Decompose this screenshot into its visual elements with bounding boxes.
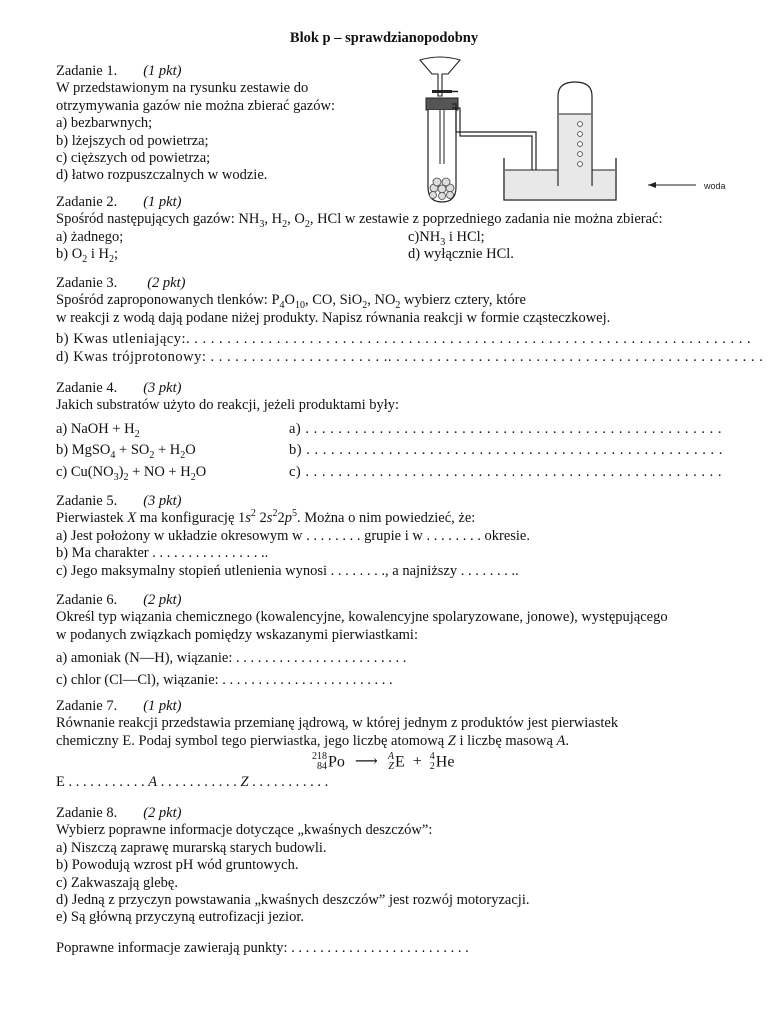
option-b: b) lżejszych od powietrza; [56, 132, 209, 149]
task-heading: Zadanie 4. [56, 380, 118, 396]
task-text: Równanie reakcji przedstawia przemianę jądrową, w której jednym z produktów jest pierwiastek [56, 715, 619, 732]
task-points: (3 pkt) [143, 380, 182, 396]
answer-b-line[interactable]: b) Kwas utleniający:. . . . . . . . . . . . . . . . . . . . . . . . . . . . . . . . . . . . . . . . . . . . . . . . . . . . . . . . . . . . . . . . . . . . . [56, 331, 752, 348]
option-e: e) Są główną przyczyną eutrofizacji jezior. [56, 909, 304, 926]
task-text: Pierwiastek X ma konfigurację $1s^2$ $2s^22p^5$. Można o nim powiedzieć, że: [56, 508, 476, 527]
answer-a-line[interactable]: a) . . . . . . . . . . . . . . . . . . . . . . . . . . . . . . . . . . . . . . . . . . . . . . . . . . . [289, 420, 723, 437]
task-text: Jakich substratów użyto do reakcji, jeżeli produktami były: [56, 397, 400, 414]
answer-c-line[interactable]: c) chlor (Cl—Cl), wiązanie: . . . . . . . . . . . . . . . . . . . . . . . . [56, 671, 393, 688]
task-text: chemiczny E. Podaj symbol tego pierwiastka, jego liczbę atomową Z i liczbę masową A. [56, 732, 570, 749]
option-b: b) $O_2$ i $H_2$; [56, 246, 118, 266]
task-3 [56, 275, 764, 366]
option-a: a) żadnego; [56, 228, 124, 245]
product-b: b) MgSO$_4$ + $SO_2 + H_2O$ [56, 442, 196, 462]
task-heading: Zadanie 8. [56, 805, 118, 821]
task-text: Określ typ wiązania chemicznego (kowalencyjne, kowalencyjne spolaryzowane, jonowe), występującego [56, 609, 668, 626]
task-text: otrzymywania gazów nie można zbierać gazów: [56, 97, 335, 114]
task-4 [56, 380, 726, 485]
option-a: a) bezbarwnych; [56, 115, 153, 132]
option-c: c) cięższych od powietrza; [56, 150, 211, 167]
task-points: (1 pkt) [143, 194, 182, 210]
option-d: d) Jedną z przyczyn powstawania „kwaśnych deszczów” jest rozwój motoryzacji. [56, 892, 530, 909]
answer-c-line[interactable]: c) . . . . . . . . . . . . . . . . . . . . . . . . . . . . . . . . . . . . . . . . . . . . . . . . . . . [289, 463, 723, 480]
option-a: a) Niszczą zaprawę murarską starych budowli. [56, 839, 327, 856]
task-text: Wybierz poprawne informacje dotyczące „kwaśnych deszczów”: [56, 822, 433, 839]
task-8-answer[interactable]: Poprawne informacje zawierają punkty: . . . . . . . . . . . . . . . . . . . . . . . . . [56, 940, 469, 956]
product-c: c) $Cu(NO_3)_2$ + NO + $H_2O$ [56, 463, 207, 483]
task-7-answer[interactable]: E . . . . . . . . . . . A . . . . . . . . . . . Z . . . . . . . . . . . [56, 774, 329, 790]
task-text: w podanych związkach pomiędzy wskazanymi pierwiastkami: [56, 626, 418, 643]
task-7 [56, 698, 726, 750]
question-a[interactable]: a) Jest położony w układzie okresowym w . . . . . . . . grupie i w . . . . . . . . okresie. [56, 527, 530, 544]
task-heading: Zadanie 1. [56, 63, 118, 79]
task-2 [56, 194, 726, 264]
question-b[interactable]: b) Ma charakter . . . . . . . . . . . . . . . .. [56, 545, 269, 562]
task-points: (2 pkt) [147, 275, 186, 291]
task-5 [56, 493, 726, 580]
task-heading: Zadanie 2. [56, 194, 118, 210]
water-label: woda [704, 181, 726, 191]
product-a: a) NaOH + $H_2$ [56, 420, 140, 440]
answer-a-line[interactable]: a) amoniak (N—H), wiązanie: . . . . . . . . . . . . . . . . . . . . . . . . [56, 650, 407, 667]
option-d: d) łatwo rozpuszczalnych w wodzie. [56, 167, 268, 184]
task-heading: Zadanie 5. [56, 493, 118, 509]
task-6 [56, 592, 726, 689]
answer-b-line[interactable]: b) . . . . . . . . . . . . . . . . . . . . . . . . . . . . . . . . . . . . . . . . . . . . . . . . . . . [289, 442, 723, 459]
task-points: (3 pkt) [143, 493, 182, 509]
task-text: w reakcji z wodą dają podane niżej produkty. Napisz równania reakcji w formie cząsteczkowej. [56, 309, 611, 326]
option-d: d) wyłącznie HCl. [408, 246, 514, 263]
task-heading: Zadanie 7. [56, 698, 118, 714]
task-points: (2 pkt) [143, 805, 182, 821]
task-1 [56, 63, 726, 185]
nuclear-equation: 218 84 Po ⟶ A Z E + 4 2 He [312, 751, 455, 772]
task-points: (1 pkt) [143, 63, 182, 79]
task-8 [56, 805, 726, 927]
answer-d-line[interactable]: d) Kwas trójprotonowy: . . . . . . . . . . . . . . . . . . . . . .. . . . . . . . . . . . . . . . . . . . . . . . . . . . . . . . . . . . . . . . . . . . . . [56, 348, 764, 365]
task-text: Spośród zaproponowanych tlenków: $P_4O_{10}$, CO, SiO$_2$, $NO_2$ wybierz cztery, które [56, 292, 526, 312]
task-text: Spośród następujących gazów: $NH_3$, $H_2$, $O_2$, HCl w zestawie z poprzedniego zadania nie można zbierać: [56, 211, 663, 231]
option-c: c) Zakwaszają glebę. [56, 874, 178, 891]
task-heading: Zadanie 3. [56, 275, 118, 291]
task-heading: Zadanie 6. [56, 592, 118, 608]
question-c[interactable]: c) Jego maksymalny stopień utlenienia wynosi . . . . . . . ., a najniższy . . . . . . . .. [56, 562, 519, 579]
option-c: $c)NH_3$ i HCl; [408, 228, 485, 248]
task-points: (2 pkt) [143, 592, 182, 608]
page-title: Blok p – sprawdzianopodobny [289, 30, 479, 46]
option-b: b) Powodują wzrost pH wód gruntowych. [56, 857, 299, 874]
task-points: (1 pkt) [143, 698, 182, 714]
task-text: W przedstawionym na rysunku zestawie do [56, 80, 309, 97]
